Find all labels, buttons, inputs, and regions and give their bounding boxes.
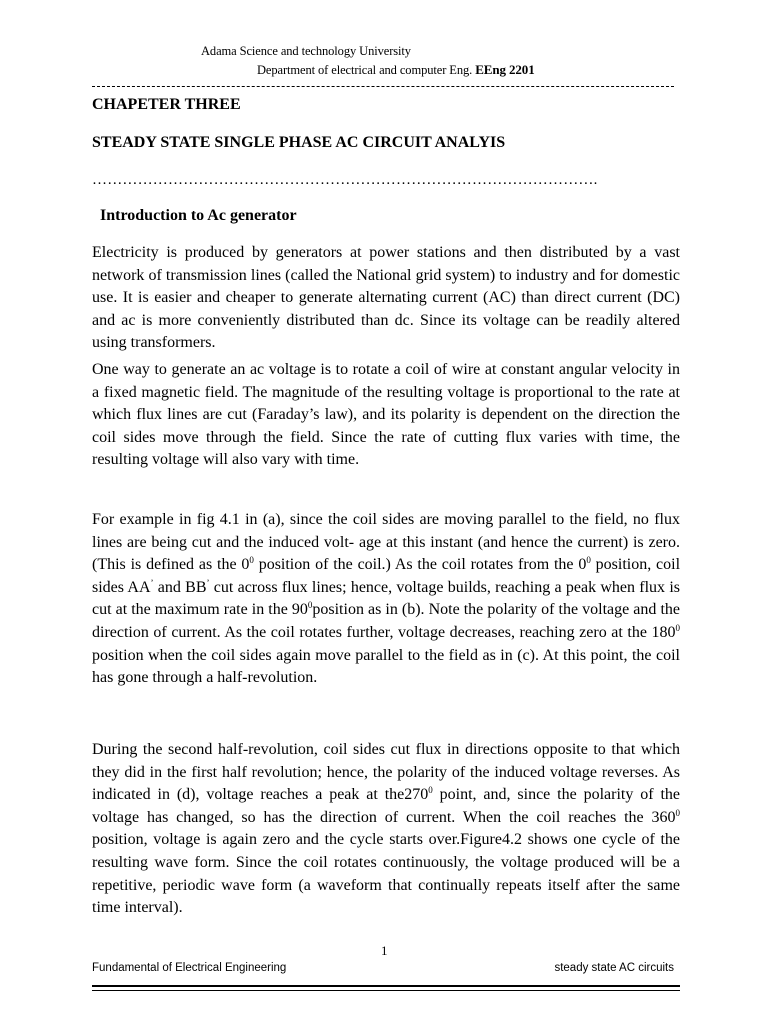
- page-number: 1: [381, 943, 388, 958]
- header-university: Adama Science and technology University: [201, 44, 411, 58]
- superscript: 0: [428, 785, 433, 796]
- superscript: ’: [150, 577, 154, 588]
- text-run: position when the coil sides again move parallel to the field as in (c). At this point, the coil has gone through a half-revolution.: [92, 646, 680, 687]
- text-run: During the second half-revolution, coil sides cut flux in directions opposite to that which they did in the first half revolution; hence, the polarity of the induced voltage reverses. As indicated in (d), voltage reaches a peak at the270: [92, 741, 680, 804]
- text-run: position of the coil.) As the coil rotates from the 0: [253, 556, 587, 574]
- footer-divider-thin: [92, 990, 680, 991]
- chapter-label: CHAPETER THREE: [92, 96, 241, 113]
- dotted-separator: ……………………………………………………………………………………….: [92, 172, 598, 188]
- superscript: 0: [586, 555, 591, 566]
- superscript: 0: [249, 555, 254, 566]
- superscript: ’: [206, 577, 210, 588]
- paragraph-ac-voltage: One way to generate an ac voltage is to rotate a coil of wire at constant angular velocity in a fixed magnetic field. The magnitude of the resulting voltage is proportional to the rate at which flux lines are cut (Faraday’s law), and its polarity is dependent on the direction the coil sides move through the field. Since the rate of cutting flux varies with time, the resulting voltage will also vary with time.: [92, 361, 680, 469]
- text-run: position, voltage is again zero and the cycle starts over.Figure4.2 shows one cycle of the resulting wave form. Since the coil rotates continuously, the voltage produced will be a repetitive, periodic wave form (a waveform that continually repeats itself after the same time interval).: [92, 831, 680, 917]
- superscript: 0: [675, 807, 680, 818]
- header-department: [257, 62, 535, 78]
- header-divider: [92, 86, 674, 87]
- superscript: 0: [307, 600, 313, 611]
- paragraph-coil-rotation: [92, 509, 680, 690]
- text-run: cut across flux lines; hence, voltage builds, reaching a peak when flux is cut at the maximum rate in the 90: [92, 578, 680, 619]
- header-course-code: EEng 2201: [475, 62, 535, 77]
- footer-chapter-title: steady state AC circuits: [554, 962, 674, 974]
- text-run: position as in (b). Note the polarity of the voltage and the direction of current. As the coil rotates further, voltage decreases, reaching zero at the 180: [92, 601, 680, 641]
- footer-divider-thick: [92, 985, 680, 987]
- header-department-name: Department of electrical and computer Eng.: [257, 63, 473, 77]
- chapter-title: STEADY STATE SINGLE PHASE AC CIRCUIT ANALYIS: [92, 134, 506, 151]
- text-run: For example in fig 4.1 in (a), since the coil sides are moving parallel to the field, no flux lines are being cut and the induced volt- age at this instant (and hence the current) is zero. (This is defined as the 0: [92, 511, 680, 574]
- paragraph-electricity: Electricity is produced by generators at power stations and then distributed by a vast network of transmission lines (called the National grid system) to industry and for domestic use. It is easier and cheaper to generate alternating current (AC) than direct current (DC) and ac is more conveniently distributed than dc. Since its voltage can be readily altered using transformers.: [92, 244, 680, 352]
- text-run: point, and, since the polarity of the voltage has changed, so has the direction of current. When the coil reaches the 360: [92, 786, 680, 826]
- section-heading: Introduction to Ac generator: [100, 207, 297, 224]
- footer-course-title: Fundamental of Electrical Engineering: [92, 962, 287, 974]
- text-run: position, coil sides AA: [92, 556, 681, 596]
- text-run: and BB: [153, 578, 207, 596]
- paragraph-second-half: [92, 739, 680, 920]
- superscript: 0: [675, 622, 680, 633]
